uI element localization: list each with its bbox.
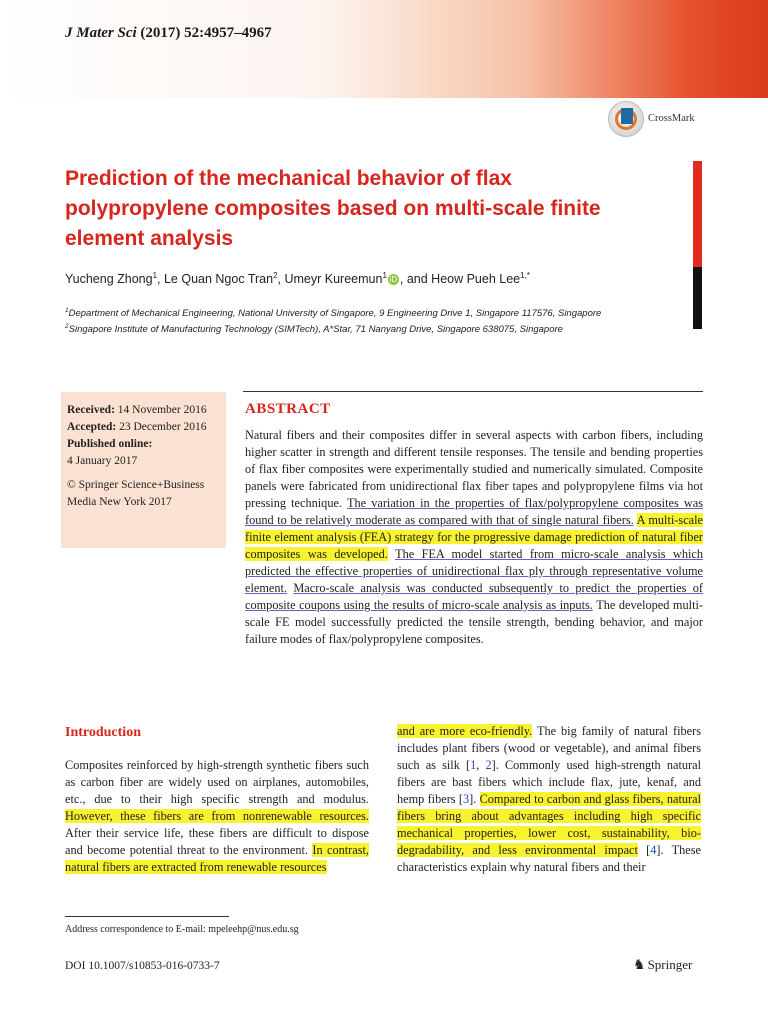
affiliation-text: Department of Mechanical Engineering, National University of Singapore, 9 Engineering Drive 1, Singapore 117576, Singapore [68,308,602,320]
citation-link[interactable]: 1 [470,758,477,772]
springer-horse-icon: ♞ [633,958,646,973]
intro-column-right [397,723,701,876]
published-date: Published online: 4 January 2017 [67,438,153,467]
journal-year: (2017) [140,25,181,41]
abstract-sentence: Natural fibers and their composites differ in several aspects with carbon fibers, including higher scatter in strength and different tensile responses. The tensile and bending properties of flax fiber composites were experimentally studied and numerically simulated. Composite panels were fabricated from unidirectional flax fiber tapes and polypropylene films via hot pressing technique. [245,428,703,510]
intro-text: ]. Commonly used high-strength natural fibers are bast fibers which include flax, jute, kenaf, and hemp fibers [ [397,758,701,806]
received-date: Received: 14 November 2016 [67,404,207,416]
crossmark-badge[interactable] [608,101,708,139]
citation-link[interactable]: 2 [485,758,492,772]
author-name[interactable]: Yucheng Zhong [65,272,153,287]
abstract-sentence-underlined: Macro-scale analysis was conducted subsequently to predict the properties of composite coupons using the results of micro-scale analysis as inputs. [245,581,704,612]
intro-text-highlighted: Compared to carbon and glass fibers, natural fibers bring about advantages including high specific mechanical properties, lower cost, sustainability, bio-degradability, and less environmental impact [397,792,702,857]
citation-link[interactable]: 3 [462,792,470,806]
author-sup: 1 [152,271,158,280]
journal-pages: 52:4957–4967 [184,25,272,41]
intro-text: Composites reinforced by high-strength synthetic fibers such as carbon fiber are widely used on airplanes, automobiles, etc., due to their high specific strength and modulus. [65,758,369,806]
doi-text[interactable]: DOI 10.1007/s10853-016-0733-7 [65,960,220,972]
abstract-sentence-highlighted: A multi-scale finite element analysis (FEA) strategy for the progressive damage prediction of natural fiber composites was developed. [245,513,703,561]
accent-bar-black [693,267,702,329]
title-line: element analysis [65,227,234,250]
abstract-sentence-underlined: The variation in the properties of flax/polypropylene composites was found to be relatively moderate as compared with that of single natural fibers. [245,496,704,527]
citation-link[interactable]: 4 [650,843,657,857]
journal-abbrev: J Mater Sci [65,25,137,41]
intro-text-highlighted: and are more eco-friendly. [397,724,533,738]
footnote-rule [65,916,229,917]
affiliation-text: Singapore Institute of Manufacturing Technology (SIMTech), A*Star, 71 Nanyang Drive, Singapore 638075, Singapore [68,324,563,336]
orcid-icon[interactable]: iD [389,275,398,285]
author-name[interactable]: , and Heow Pueh Lee [399,272,521,287]
author-sup: 1 [382,271,387,280]
article-dates-box [61,392,226,548]
intro-text-highlighted: However, these fibers are from nonrenewable resources. [65,809,369,823]
affiliation-1 [65,307,685,319]
intro-text: , [476,758,486,772]
journal-citation [65,25,272,42]
author-name[interactable]: , Le Quan Ngoc Tran [157,272,274,287]
intro-text: After their service life, these fibers are difficult to dispose and become potential threat to the environment. [65,826,369,857]
author-sup: 1,* [520,271,530,280]
intro-text: ]. These characteristics explain why natural fibers and their [397,843,701,874]
abstract-sentence-underlined: The FEA model started from micro-scale analysis which predicted the effective properties of unidirectional flax ply through representative volume element. [245,547,703,595]
accepted-date: Accepted: 23 December 2016 [67,421,207,433]
affiliation-sup: 2 [65,323,69,330]
article-title [65,164,705,254]
title-line: polypropylene composites based on multi-scale finite [65,197,601,220]
affiliation-sup: 1 [65,307,69,314]
crossmark-label: CrossMark [648,113,695,124]
abstract-body [245,427,703,648]
publisher-name: Springer [647,957,693,972]
abstract-rule [243,391,703,392]
intro-column-left [65,757,369,876]
author-list [65,271,685,286]
correspondence-footnote: Address correspondence to E-mail: mpeleehp@nus.edu.sg [65,924,299,935]
abstract-heading: ABSTRACT [245,401,331,417]
header-band [0,0,768,98]
abstract-sentence: The developed multi-scale FE model successfully predicted the tensile strength, bending behavior, and major failure modes of flax/polypropylene composites. [245,598,703,646]
affiliation-2 [65,323,685,335]
copyright-notice: © Springer Science+Business Media New York 2017 [67,479,205,508]
author-name[interactable]: , Umeyr Kureemun [277,272,383,287]
intro-text: The big family of natural fibers includes plant fibers (wood or vegetable), and animal fibers such as silk [ [397,724,702,772]
author-sup: 2 [273,271,278,280]
introduction-heading: Introduction [65,725,141,740]
accent-bar-red [693,161,702,267]
crossmark-icon [608,101,644,137]
springer-logo [633,957,692,974]
intro-text-highlighted: In contrast, natural fibers are extracted from renewable resources [65,843,369,874]
intro-text: ]. [469,792,477,806]
intro-text: [ [637,843,651,857]
title-line: Prediction of the mechanical behavior of flax [65,167,512,190]
